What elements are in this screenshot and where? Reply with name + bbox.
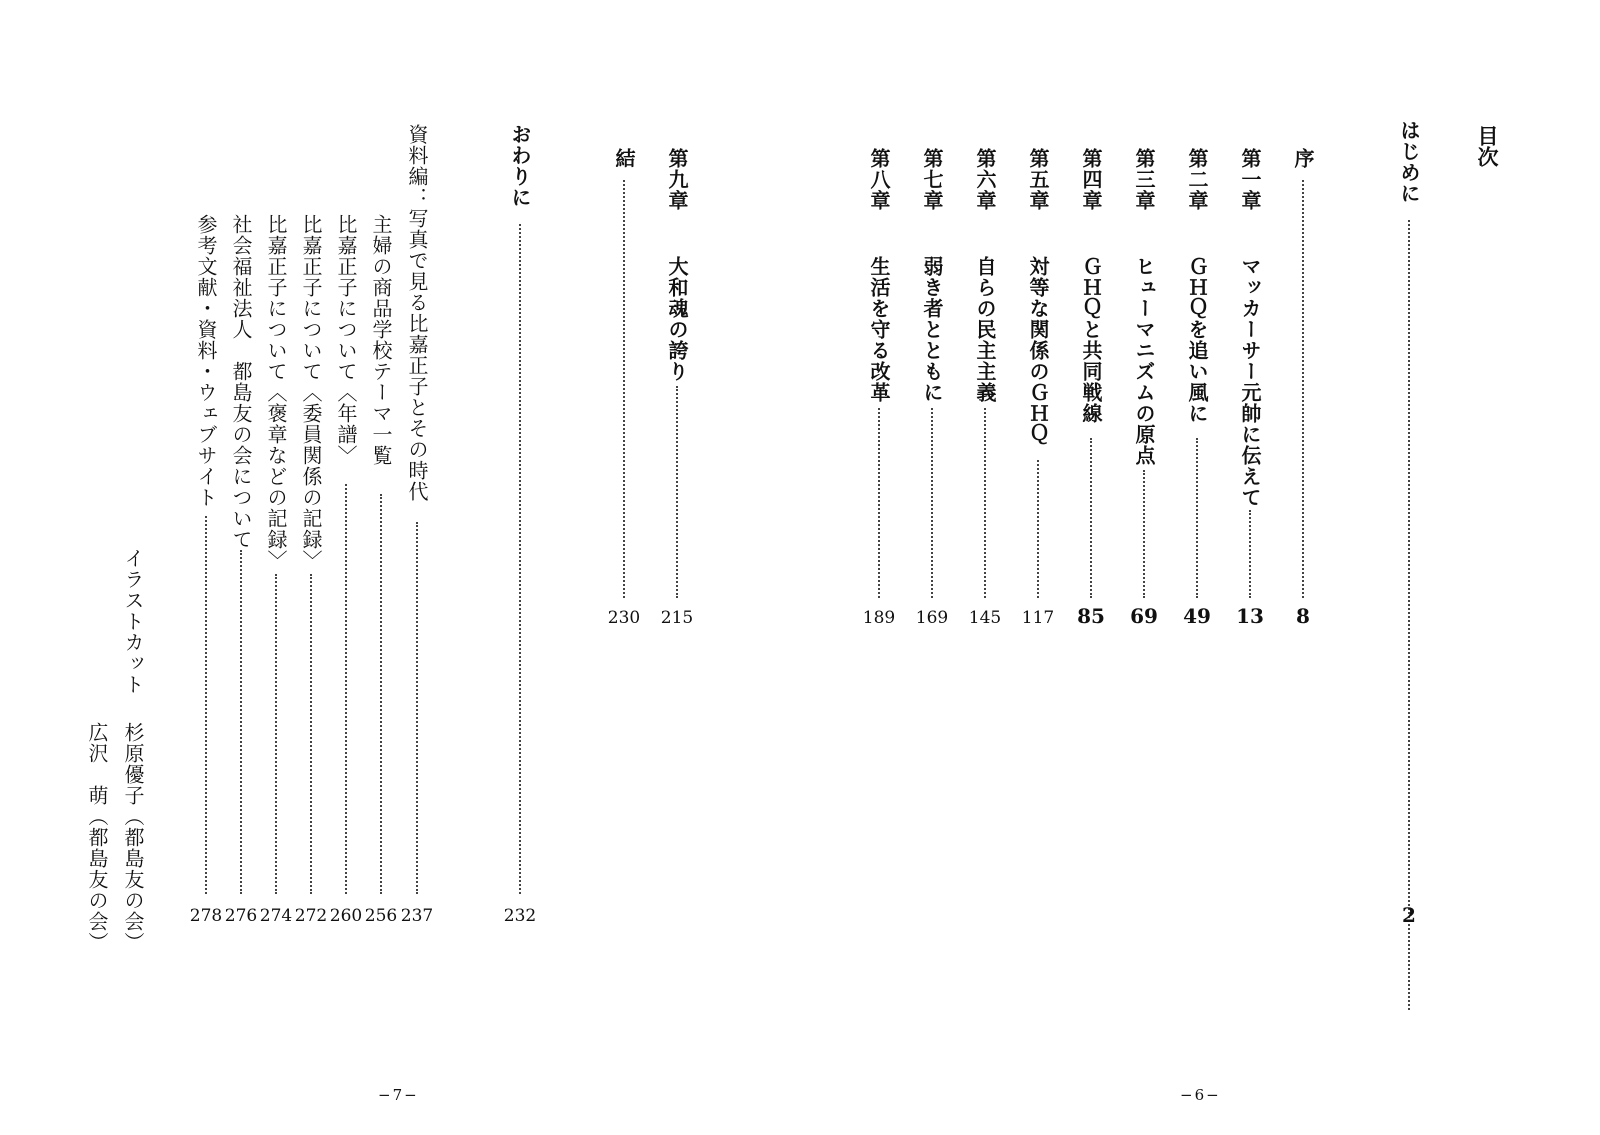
leader-dots bbox=[676, 386, 678, 598]
entry-chapter: 第一章 bbox=[1238, 148, 1262, 211]
leader-dots bbox=[1196, 438, 1198, 598]
leader-dots bbox=[205, 516, 207, 894]
leader-dots bbox=[878, 408, 880, 598]
entry-page: 232 bbox=[503, 906, 537, 926]
appendix-title: 比嘉正子について〈委員関係の記録〉 bbox=[299, 214, 323, 571]
appendix-page: 278 bbox=[189, 906, 223, 926]
appendix-title: 社会福祉法人 都島友の会について bbox=[229, 214, 253, 550]
appendix-title: 比嘉正子について〈年譜〉 bbox=[334, 214, 358, 466]
entry-title: 対等な関係のＧＨＱ bbox=[1026, 256, 1050, 445]
leader-dots bbox=[310, 574, 312, 894]
page-number-left: −7− bbox=[378, 1086, 419, 1104]
leader-dots bbox=[1143, 470, 1145, 598]
leader-dots bbox=[1302, 180, 1304, 598]
entry-chapter: 第九章 bbox=[665, 148, 689, 211]
entry-chapter: 第四章 bbox=[1079, 148, 1103, 211]
leader-dots bbox=[984, 408, 986, 598]
entry-page: 49 bbox=[1183, 604, 1211, 628]
credit-label: イラストカット bbox=[121, 548, 145, 695]
leader-dots bbox=[1408, 220, 1410, 1010]
entry-title: 生活を守る改革 bbox=[867, 256, 891, 403]
leader-dots bbox=[931, 408, 933, 598]
appendix-page: 256 bbox=[364, 906, 398, 926]
credit-person-2: 広沢 萌（都島友の会） bbox=[85, 722, 109, 953]
leader-dots bbox=[275, 574, 277, 894]
appendix-title: 比嘉正子について〈褒章などの記録〉 bbox=[264, 214, 288, 571]
entry-page: 117 bbox=[1021, 608, 1055, 628]
entry-chapter: はじめに bbox=[1397, 120, 1421, 204]
appendix-page: 237 bbox=[400, 906, 434, 926]
entry-page: 145 bbox=[968, 608, 1002, 628]
entry-chapter: 第三章 bbox=[1132, 148, 1156, 211]
entry-title: ＧＨＱを追い風に bbox=[1185, 256, 1209, 424]
entry-title: ＧＨＱと共同戦線 bbox=[1079, 256, 1103, 424]
leader-dots bbox=[1037, 460, 1039, 598]
appendix-title: 参考文献・資料・ウェブサイト bbox=[194, 214, 218, 508]
leader-dots bbox=[1090, 438, 1092, 598]
leader-dots bbox=[345, 484, 347, 894]
entry-title: 大和魂の誇り bbox=[665, 256, 689, 382]
entry-page: 2 bbox=[1402, 903, 1416, 927]
appendix-title: 主婦の商品学校テーマ一覧 bbox=[369, 214, 393, 466]
leader-dots bbox=[519, 224, 521, 894]
entry-page: 85 bbox=[1077, 604, 1105, 628]
leader-dots bbox=[1249, 510, 1251, 598]
entry-chapter: 第八章 bbox=[867, 148, 891, 211]
appendix-page: 276 bbox=[224, 906, 258, 926]
entry-chapter: 第七章 bbox=[920, 148, 944, 211]
entry-chapter: 第六章 bbox=[973, 148, 997, 211]
entry-chapter: 結 bbox=[612, 148, 636, 169]
appendix-page: 260 bbox=[329, 906, 363, 926]
entry-title: 自らの民主主義 bbox=[973, 256, 997, 403]
leader-dots bbox=[380, 494, 382, 894]
entry-chapter: 第五章 bbox=[1026, 148, 1050, 211]
entry-title: 弱き者とともに bbox=[920, 256, 944, 403]
entry-title: ヒューマニズムの原点 bbox=[1132, 256, 1156, 466]
entry-chapter: おわりに bbox=[508, 124, 532, 208]
leader-dots bbox=[623, 180, 625, 598]
entry-title: マッカーサー元帥に伝えて bbox=[1238, 256, 1262, 508]
entry-page: 189 bbox=[862, 608, 896, 628]
entry-page: 8 bbox=[1296, 604, 1310, 628]
entry-page: 169 bbox=[915, 608, 949, 628]
entry-chapter: 序 bbox=[1291, 148, 1315, 169]
leader-dots bbox=[240, 550, 242, 894]
appendix-page: 272 bbox=[294, 906, 328, 926]
entry-chapter: 第二章 bbox=[1185, 148, 1209, 211]
appendix-page: 274 bbox=[259, 906, 293, 926]
toc-heading: 目次 bbox=[1475, 125, 1500, 167]
entry-page: 13 bbox=[1236, 604, 1264, 628]
entry-page: 69 bbox=[1130, 604, 1158, 628]
entry-page: 230 bbox=[607, 608, 641, 628]
leader-dots bbox=[416, 522, 418, 894]
appendix-title: 資料編：写真で見る比嘉正子とその時代 bbox=[405, 124, 429, 502]
credit-person-1: 杉原優子（都島友の会） bbox=[121, 722, 145, 953]
entry-page: 215 bbox=[660, 608, 694, 628]
page-number-right: −6− bbox=[1180, 1086, 1221, 1104]
